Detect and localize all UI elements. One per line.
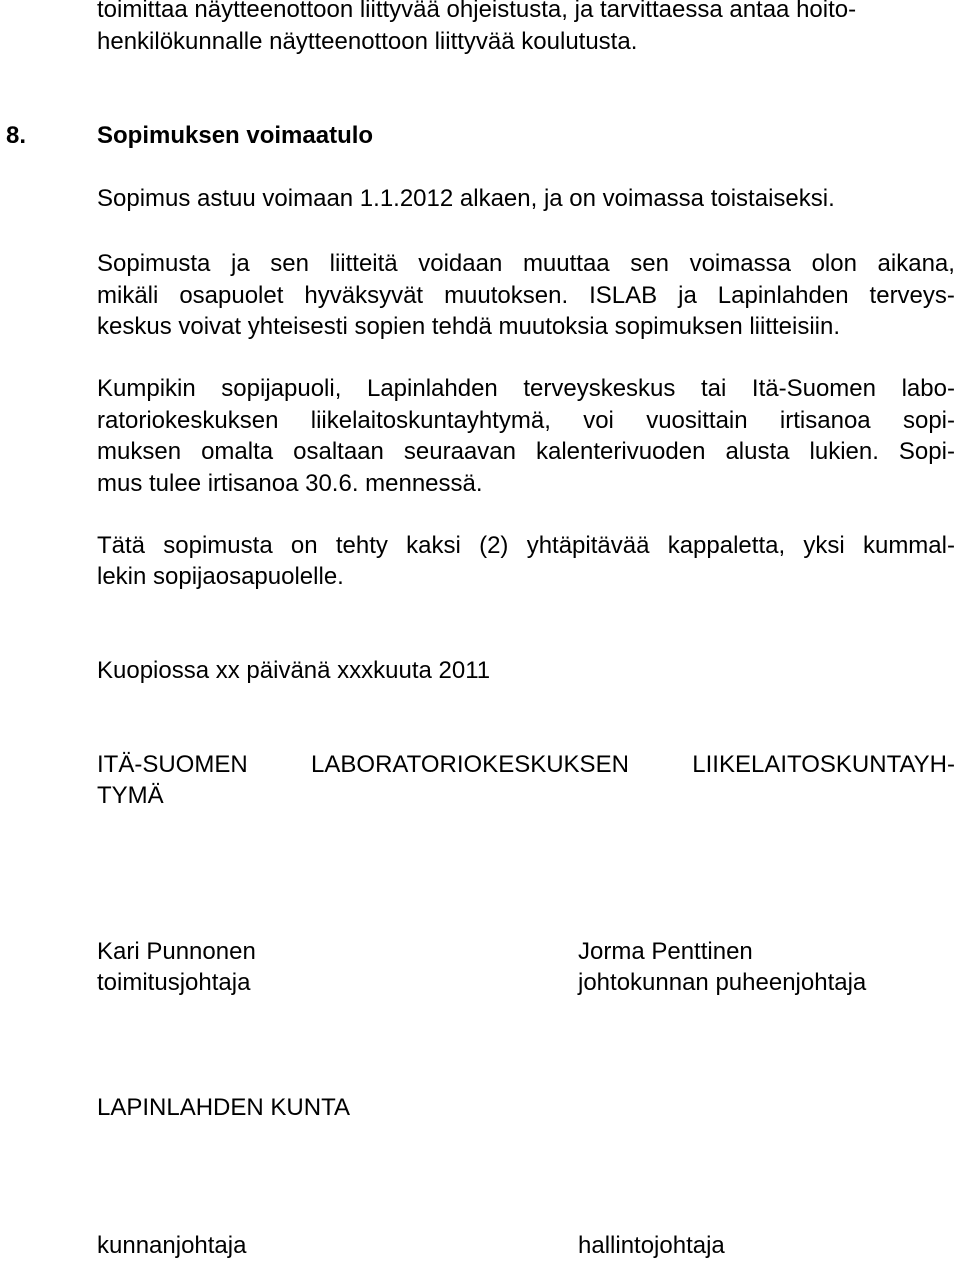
paragraph-line xyxy=(97,530,955,561)
word: sopi- xyxy=(902,407,955,434)
word: mikäli xyxy=(97,282,159,309)
place-and-date: Kuopiossa xx päivänä xxxkuuta 2011 xyxy=(97,657,491,684)
word: yksi xyxy=(803,532,845,559)
word: Tätä xyxy=(97,532,146,559)
word: ja xyxy=(678,282,697,309)
word: Lapinlahden xyxy=(717,282,849,309)
word: kalenterivuoden xyxy=(535,438,706,465)
word: labo- xyxy=(901,375,955,402)
word: ISLAB xyxy=(589,282,658,309)
word: voi xyxy=(583,407,614,434)
word: liitteitä xyxy=(329,250,398,277)
word: irtisanoa xyxy=(779,407,871,434)
word: seuraavan xyxy=(403,438,516,465)
word: ratoriokeskuksen xyxy=(97,407,279,434)
word: alusta xyxy=(725,438,790,465)
signatory-name-right: Jorma Penttinen xyxy=(578,938,753,965)
word: yhtäpitävää xyxy=(526,532,650,559)
paragraph-line: lekin sopijaosapuolelle. xyxy=(97,563,344,590)
word: Itä-Suomen xyxy=(751,375,876,402)
paragraph-line xyxy=(97,373,955,404)
word: LIIKELAITOSKUNTAYH- xyxy=(692,751,955,778)
signatory-title-right: hallintojohtaja xyxy=(578,1232,725,1259)
paragraph-line xyxy=(97,280,955,311)
word: tai xyxy=(700,375,727,402)
organization-name-line xyxy=(97,749,955,780)
signatory-name-left: Kari Punnonen xyxy=(97,938,256,965)
intro-line-1: toimittaa näytteenottoon liittyvää ohjeistusta, ja tarvittaessa antaa hoito- xyxy=(97,0,857,23)
word: sen xyxy=(270,250,309,277)
word: muksen xyxy=(97,438,182,465)
word: olon xyxy=(811,250,857,277)
section-number: 8. xyxy=(6,122,27,149)
signatory-title-right: johtokunnan puheenjohtaja xyxy=(578,969,867,996)
word: voidaan xyxy=(418,250,503,277)
word: terveys- xyxy=(869,282,955,309)
word: Kumpikin xyxy=(97,375,196,402)
paragraph-line xyxy=(97,436,955,467)
word: Sopi- xyxy=(898,438,955,465)
paragraph-line xyxy=(97,405,955,436)
paragraph-line: mus tulee irtisanoa 30.6. mennessä. xyxy=(97,470,483,497)
word: osapuolet xyxy=(179,282,284,309)
word: lukien. xyxy=(809,438,879,465)
word: terveyskeskus xyxy=(523,375,676,402)
word: sopijapuoli, xyxy=(221,375,342,402)
word: voimassa xyxy=(689,250,791,277)
paragraph-line xyxy=(97,248,955,279)
organization-name-line: TYMÄ xyxy=(97,782,164,809)
word: kaksi xyxy=(406,532,461,559)
word: ja xyxy=(231,250,250,277)
word: muuttaa xyxy=(522,250,610,277)
word: omalta xyxy=(201,438,274,465)
word: hyväksyvät xyxy=(304,282,424,309)
word: muutoksen. xyxy=(444,282,569,309)
organization-2: LAPINLAHDEN KUNTA xyxy=(97,1094,350,1121)
word: osaltaan xyxy=(293,438,384,465)
word: tehty xyxy=(335,532,388,559)
word: (2) xyxy=(479,532,509,559)
word: sen xyxy=(630,250,669,277)
section-title: Sopimuksen voimaatulo xyxy=(97,122,374,149)
word: liikelaitoskuntayhtymä, xyxy=(310,407,551,434)
word: aikana, xyxy=(877,250,955,277)
signatory-title-left: kunnanjohtaja xyxy=(97,1232,247,1259)
word: kappaletta, xyxy=(667,532,786,559)
paragraph-effective-date: Sopimus astuu voimaan 1.1.2012 alkaen, ja on voimassa toistaiseksi. xyxy=(97,185,835,212)
intro-line-2: henkilökunnalle näytteenottoon liittyvää koulutusta. xyxy=(97,28,638,55)
word: Sopimusta xyxy=(97,250,211,277)
word: LABORATORIOKESKUKSEN xyxy=(311,751,629,778)
word: vuosittain xyxy=(646,407,748,434)
signatory-title-left: toimitusjohtaja xyxy=(97,969,251,996)
word: ITÄ-SUOMEN xyxy=(97,751,248,778)
word: Lapinlahden xyxy=(366,375,498,402)
word: sopimusta xyxy=(163,532,273,559)
word: kummal- xyxy=(862,532,955,559)
paragraph-line: keskus voivat yhteisesti sopien tehdä muutoksia sopimuksen liitteisiin. xyxy=(97,313,841,340)
word: on xyxy=(290,532,318,559)
